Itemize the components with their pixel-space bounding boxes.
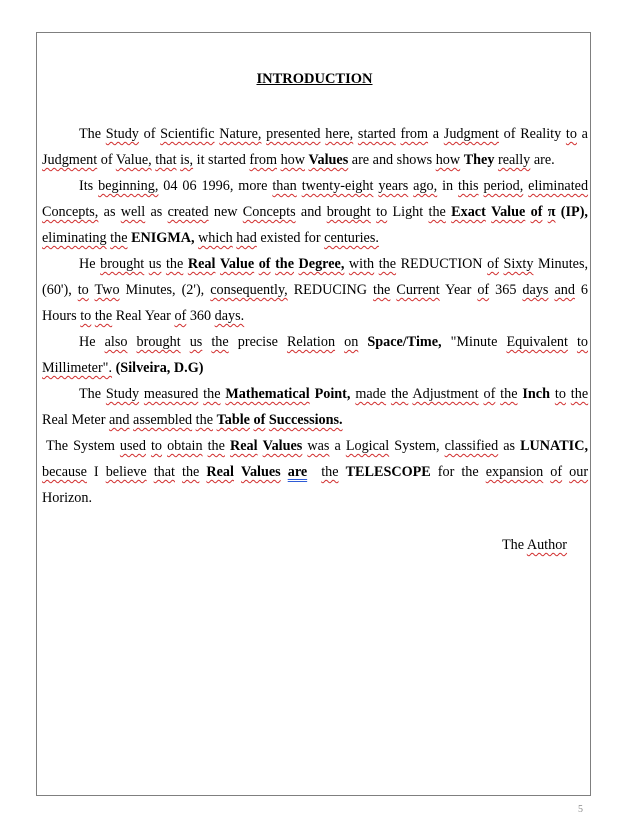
paragraph-5[interactable]: The Study measured the Mathematical Point, made the Adjustment of the Inch to the Real Meter and assembled the Table of Successions. [42, 386, 589, 428]
paragraph-4[interactable]: He also brought us the precise Relation on Space/Time, "Minute Equivalent to Millimeter". (Silveira, D.G) [42, 334, 588, 376]
document-body[interactable] [42, 121, 588, 511]
page-title [0, 70, 629, 88]
paragraph-6[interactable]: The System used to obtain the Real Values was a Logical System, classified as LUNATIC, because I believe that the Real Values are the TELESCOPE for the expansion of our Horizon. [42, 438, 589, 506]
title-text: INTRODUCTION [256, 71, 373, 87]
paragraph-1[interactable]: The Study of Scientific Nature, presented here, started from a Judgment of Reality to a Judgment of Value, that is, it started from how Values are and shows how They really are. [42, 126, 588, 168]
paragraph-2[interactable]: Its beginning, 04 06 1996, more than twenty-eight years ago, in this period, eliminated Concepts, as well as created new Concepts and brought to Light the Exact Value of π (IP), eliminating the ENIGMA, which had existed for centuries. [42, 178, 589, 246]
page-number: 5 [578, 804, 583, 815]
paragraph-3[interactable]: He brought us the Real Value of the Degree, with the REDUCTION of Sixty Minutes, (60'), to Two Minutes, (2'), consequently, REDUCING the Current Year of 365 days and 6 Hours to the Real Year of 360 days. [42, 256, 589, 324]
author-signature: The Author [502, 537, 568, 553]
